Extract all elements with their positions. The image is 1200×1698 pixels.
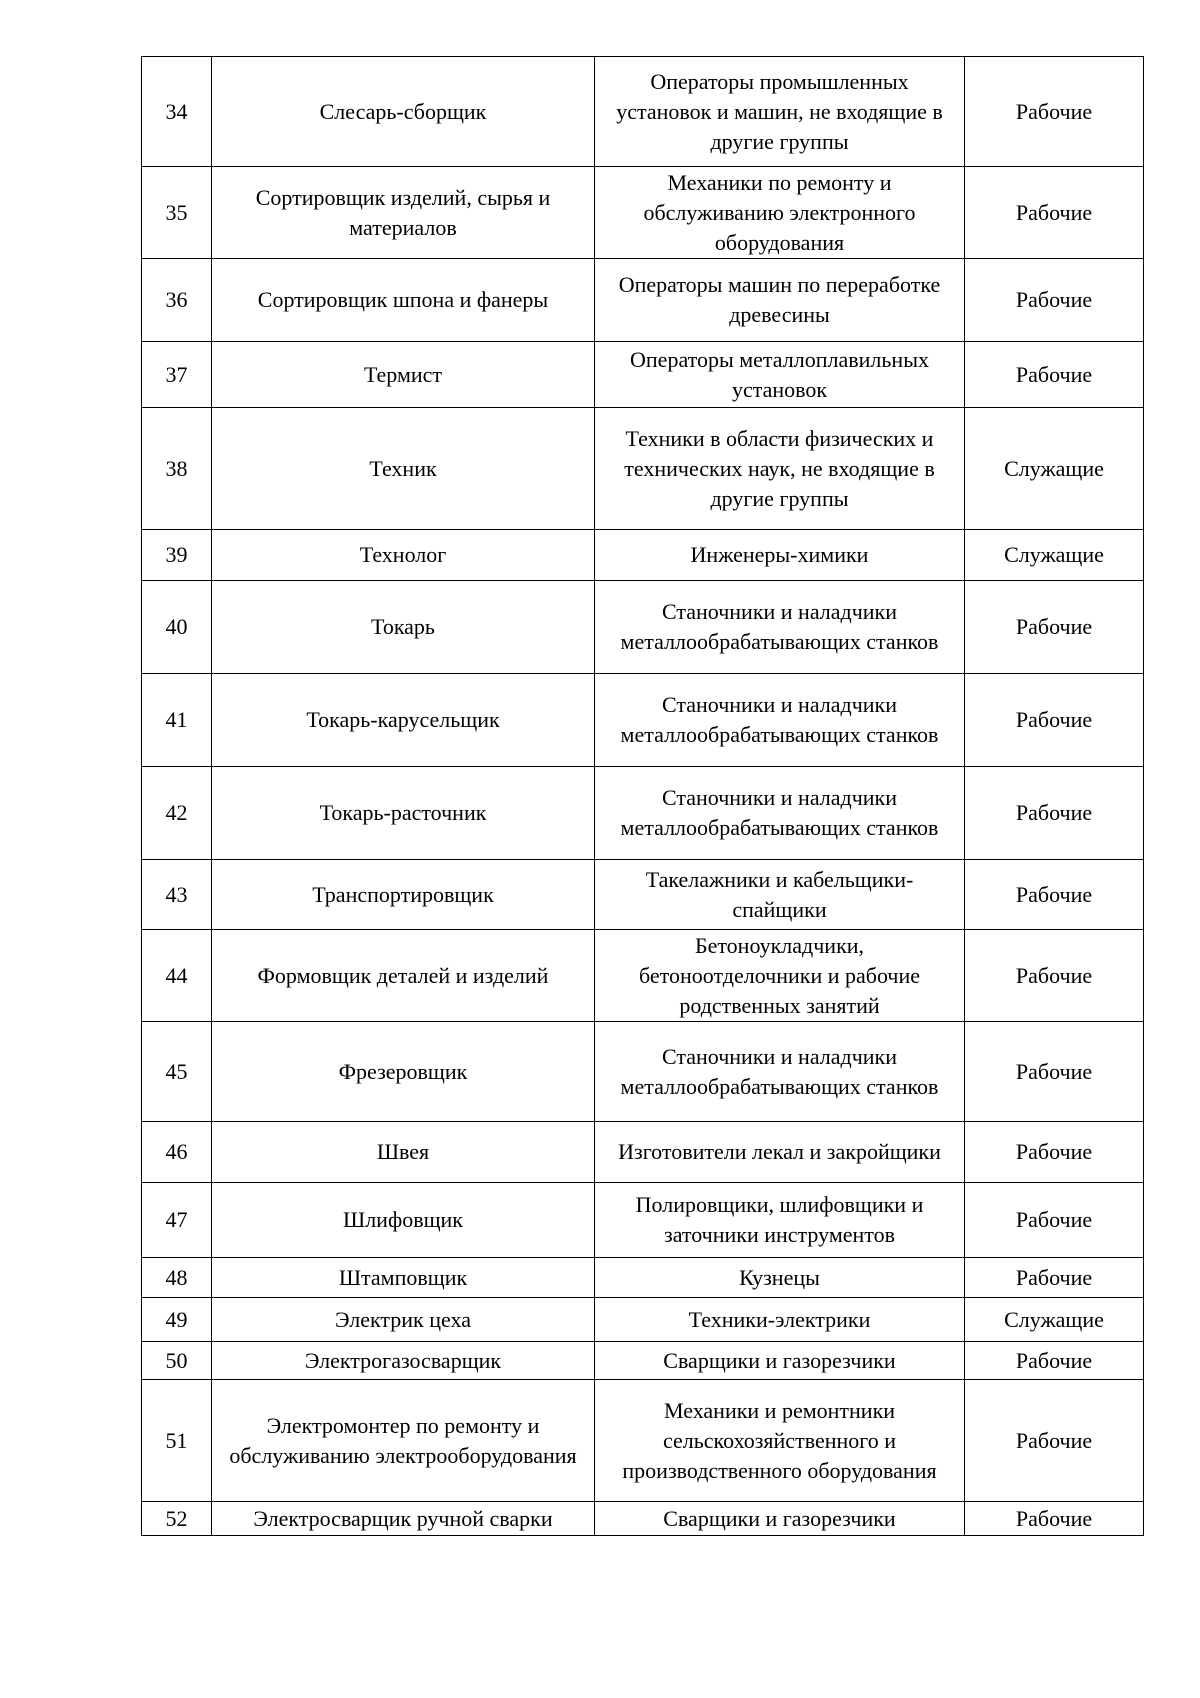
occupation-group-cell: Инженеры-химики (595, 530, 965, 581)
occupation-group-cell: Полировщики, шлифовщики и заточники инструментов (595, 1183, 965, 1258)
profession-cell: Штамповщик (212, 1258, 595, 1298)
table-row (142, 1298, 1144, 1342)
category-cell: Служащие (965, 408, 1144, 530)
table-row (142, 581, 1144, 674)
occupation-group-cell: Станочники и наладчики металлообрабатывающих станков (595, 581, 965, 674)
row-number-cell: 49 (142, 1298, 212, 1342)
table-row (142, 1122, 1144, 1183)
profession-cell: Токарь-расточник (212, 767, 595, 860)
profession-cell: Электросварщик ручной сварки (212, 1502, 595, 1536)
category-cell: Рабочие (965, 674, 1144, 767)
category-cell: Рабочие (965, 1380, 1144, 1502)
category-cell: Рабочие (965, 1183, 1144, 1258)
occupation-group-cell: Техники в области физических и технических наук, не входящие в другие группы (595, 408, 965, 530)
occupation-group-cell: Станочники и наладчики металлообрабатывающих станков (595, 767, 965, 860)
profession-cell: Формовщик деталей и изделий (212, 930, 595, 1022)
occupation-group-cell: Станочники и наладчики металлообрабатывающих станков (595, 674, 965, 767)
table-row (142, 1183, 1144, 1258)
occupation-group-cell: Операторы машин по переработке древесины (595, 259, 965, 342)
category-cell: Рабочие (965, 767, 1144, 860)
category-cell: Рабочие (965, 1258, 1144, 1298)
table-row (142, 1342, 1144, 1380)
profession-cell: Техник (212, 408, 595, 530)
category-cell: Рабочие (965, 581, 1144, 674)
row-number-cell: 52 (142, 1502, 212, 1536)
profession-cell: Транспортировщик (212, 860, 595, 930)
row-number-cell: 47 (142, 1183, 212, 1258)
table-row (142, 167, 1144, 259)
profession-cell: Сортировщик изделий, сырья и материалов (212, 167, 595, 259)
row-number-cell: 36 (142, 259, 212, 342)
row-number-cell: 38 (142, 408, 212, 530)
table-row (142, 767, 1144, 860)
category-cell: Рабочие (965, 860, 1144, 930)
row-number-cell: 37 (142, 342, 212, 408)
occupation-group-cell: Операторы металлоплавильных установок (595, 342, 965, 408)
category-cell: Рабочие (965, 167, 1144, 259)
row-number-cell: 50 (142, 1342, 212, 1380)
occupation-group-cell: Бетоноукладчики, бетоноотделочники и рабочие родственных занятий (595, 930, 965, 1022)
category-cell: Рабочие (965, 57, 1144, 167)
profession-cell: Сортировщик шпона и фанеры (212, 259, 595, 342)
table-row (142, 674, 1144, 767)
profession-cell: Электромонтер по ремонту и обслуживанию электрооборудования (212, 1380, 595, 1502)
category-cell: Рабочие (965, 1022, 1144, 1122)
professions-table-body (142, 57, 1144, 1536)
occupation-group-cell: Кузнецы (595, 1258, 965, 1298)
row-number-cell: 48 (142, 1258, 212, 1298)
row-number-cell: 44 (142, 930, 212, 1022)
profession-cell: Электрогазосварщик (212, 1342, 595, 1380)
row-number-cell: 41 (142, 674, 212, 767)
table-row (142, 259, 1144, 342)
table-row (142, 860, 1144, 930)
table-row (142, 1502, 1144, 1536)
table-row (142, 408, 1144, 530)
category-cell: Рабочие (965, 1502, 1144, 1536)
table-row (142, 1380, 1144, 1502)
category-cell: Рабочие (965, 259, 1144, 342)
occupation-group-cell: Механики и ремонтники сельскохозяйственного и производственного оборудования (595, 1380, 965, 1502)
profession-cell: Слесарь-сборщик (212, 57, 595, 167)
occupation-group-cell: Сварщики и газорезчики (595, 1502, 965, 1536)
row-number-cell: 42 (142, 767, 212, 860)
profession-cell: Швея (212, 1122, 595, 1183)
profession-cell: Токарь-карусельщик (212, 674, 595, 767)
occupation-group-cell: Станочники и наладчики металлообрабатывающих станков (595, 1022, 965, 1122)
row-number-cell: 34 (142, 57, 212, 167)
row-number-cell: 43 (142, 860, 212, 930)
row-number-cell: 45 (142, 1022, 212, 1122)
professions-table (141, 56, 1144, 1536)
category-cell: Рабочие (965, 930, 1144, 1022)
profession-cell: Технолог (212, 530, 595, 581)
row-number-cell: 51 (142, 1380, 212, 1502)
profession-cell: Токарь (212, 581, 595, 674)
occupation-group-cell: Изготовители лекал и закройщики (595, 1122, 965, 1183)
profession-cell: Фрезеровщик (212, 1022, 595, 1122)
category-cell: Служащие (965, 1298, 1144, 1342)
occupation-group-cell: Такелажники и кабельщики-спайщики (595, 860, 965, 930)
occupation-group-cell: Механики по ремонту и обслуживанию электронного оборудования (595, 167, 965, 259)
occupation-group-cell: Сварщики и газорезчики (595, 1342, 965, 1380)
profession-cell: Шлифовщик (212, 1183, 595, 1258)
profession-cell: Электрик цеха (212, 1298, 595, 1342)
category-cell: Служащие (965, 530, 1144, 581)
category-cell: Рабочие (965, 1122, 1144, 1183)
table-row (142, 57, 1144, 167)
row-number-cell: 39 (142, 530, 212, 581)
occupation-group-cell: Операторы промышленных установок и машин, не входящие в другие группы (595, 57, 965, 167)
profession-cell: Термист (212, 342, 595, 408)
occupation-group-cell: Техники-электрики (595, 1298, 965, 1342)
table-row (142, 1022, 1144, 1122)
row-number-cell: 40 (142, 581, 212, 674)
row-number-cell: 46 (142, 1122, 212, 1183)
table-row (142, 530, 1144, 581)
table-row (142, 342, 1144, 408)
table-row (142, 1258, 1144, 1298)
category-cell: Рабочие (965, 342, 1144, 408)
row-number-cell: 35 (142, 167, 212, 259)
category-cell: Рабочие (965, 1342, 1144, 1380)
table-row (142, 930, 1144, 1022)
